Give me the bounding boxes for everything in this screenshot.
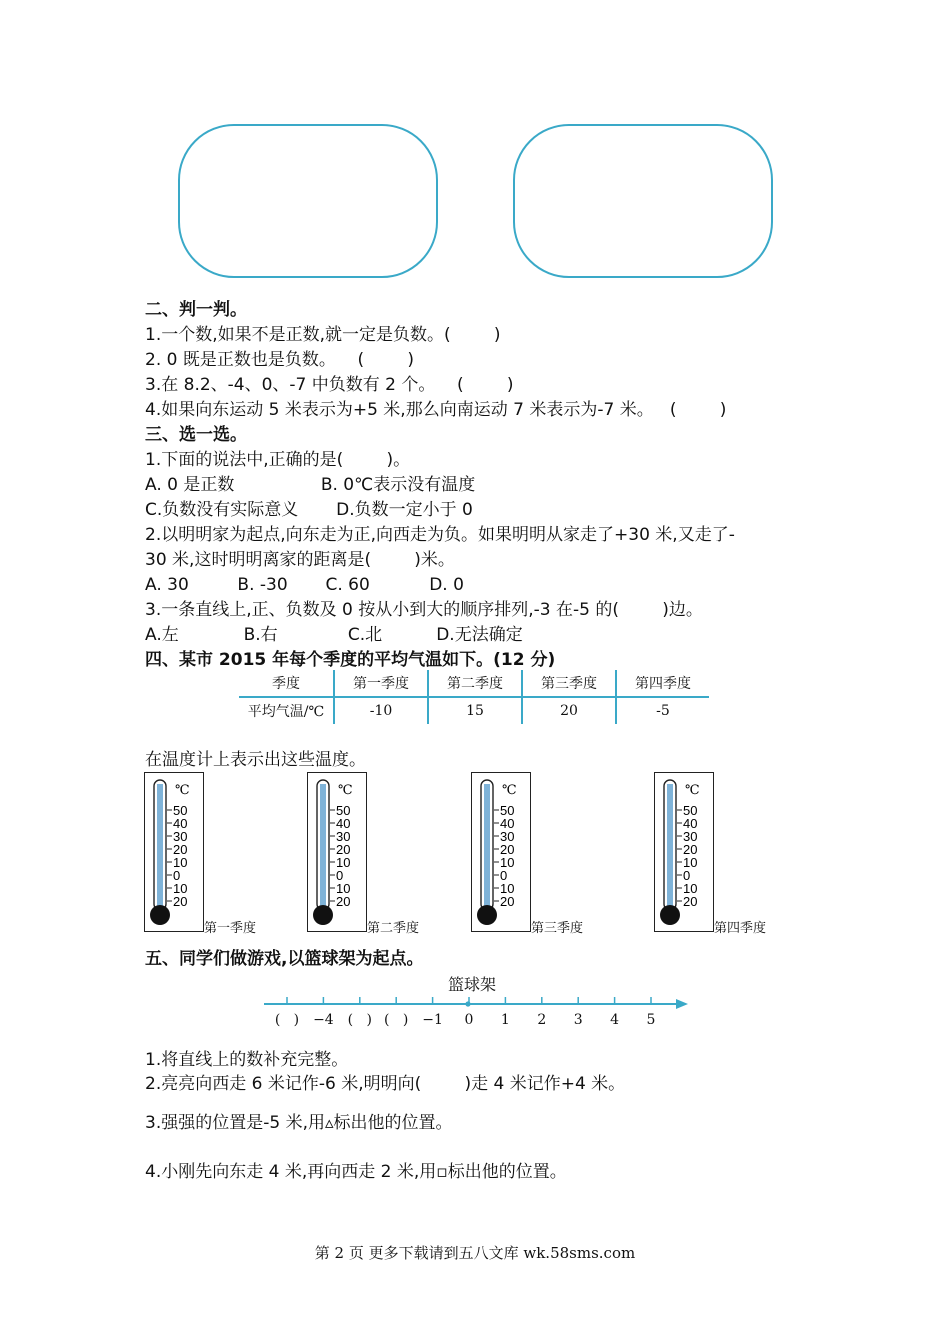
scale-label: 30 [336,829,351,844]
scale-label: 0 [336,868,344,883]
thermometer-unit: ℃ [502,783,517,798]
scale-label: 10 [683,881,698,896]
thermometer-unit: ℃ [338,783,353,798]
thermometer-liquid [157,784,163,910]
scale-label: 40 [683,816,698,831]
thermometer-instruction: 在温度计上表示出这些温度。 [145,750,366,770]
number-line-label: 0 [464,1012,474,1028]
judge-item-1: 1.一个数,如果不是正数,就一定是负数。( ) [145,325,501,345]
number-line-label: 4 [610,1012,620,1028]
table-row [239,697,709,724]
scale-label: 0 [500,868,508,883]
section5-title: 五、同学们做游戏,以篮球架为起点。 [145,949,424,969]
section3-title: 三、选一选。 [145,425,247,445]
table-cell: 第二季度 [428,670,522,697]
scale-label: 10 [336,855,351,870]
thermometer-liquid [484,784,490,910]
scale-label: 10 [173,855,188,870]
choice-line-4: 2.以明明家为起点,向东走为正,向西走为负。如果明明从家走了+30 米,又走了- [145,525,735,545]
scale-label: 20 [500,894,515,909]
scale-label: 20 [683,842,698,857]
origin-label: 篮球架 [448,975,497,994]
origin-dot [465,1001,470,1006]
section2-title: 二、判一判。 [145,300,247,320]
game-question-1: 1.将直线上的数补充完整。 [145,1050,349,1070]
scale-label: 20 [683,894,698,909]
table-cell: 第一季度 [334,670,428,697]
game-question-2: 2.亮亮向西走 6 米记作-6 米,明明向( )走 4 米记作+4 米。 [145,1074,626,1094]
scale-label: 40 [500,816,515,831]
number-line-label: 2 [537,1012,547,1028]
scale-label: 10 [500,855,515,870]
game-question-4: 4.小刚先向东走 4 米,再向西走 2 米,用▫标出他的位置。 [145,1162,567,1182]
thermometer-caption: 第一季度 [204,921,257,936]
table-cell: -10 [334,697,428,724]
number-line-label: ( ) [274,1012,300,1028]
thermometer-bulb [477,905,497,925]
scale-label: 30 [173,829,188,844]
number-line-label: 3 [573,1012,583,1028]
scale-label: 40 [173,816,188,831]
scale-label: 20 [336,894,351,909]
thermometer-graphic [655,773,713,931]
choice-line-7: 3.一条直线上,正、负数及 0 按从小到大的顺序排列,-3 在-5 的( )边。 [145,600,703,620]
scale-label: 0 [683,868,691,883]
thermometer-bulb [150,905,170,925]
thermometer-1 [144,772,204,932]
thermometer-liquid [667,784,673,910]
scale-label: 20 [173,894,188,909]
scale-label: 50 [683,803,698,818]
scale-label: 30 [683,829,698,844]
page-footer: 第 2 页 更多下载请到五八文库 wk.58sms.com [314,1244,636,1262]
choice-line-2: A. 0 是正数 B. 0℃表示没有温度 [145,475,476,495]
thermometer-graphic [472,773,530,931]
number-line-labels [260,1012,690,1034]
scale-label: 20 [173,842,188,857]
game-question-3: 3.强强的位置是-5 米,用▵标出他的位置。 [145,1113,453,1133]
scale-label: 50 [500,803,515,818]
number-line-label: 5 [646,1012,656,1028]
judge-item-3: 3.在 8.2、-4、0、-7 中负数有 2 个。 ( ) [145,375,514,395]
scale-label: 20 [500,842,515,857]
choice-line-1: 1.下面的说法中,正确的是( )。 [145,450,411,470]
table-cell: 20 [522,697,616,724]
scale-label: 10 [173,881,188,896]
number-line-label: ( ) [384,1012,409,1028]
scale-label: 10 [683,855,698,870]
table-cell: 第四季度 [616,670,709,697]
thermometer-caption: 第二季度 [367,921,420,936]
choice-line-6: A. 30 B. -30 C. 60 D. 0 [145,575,464,595]
thermometer-3 [471,772,531,932]
scale-label: 10 [500,881,515,896]
judge-item-4: 4.如果向东运动 5 米表示为+5 米,那么向南运动 7 米表示为-7 米。 ( ) [145,400,727,420]
number-line-label: ( ) [347,1012,372,1028]
table-cell: 季度 [239,670,334,697]
number-line-label: −4 [313,1012,334,1028]
arrow-right-icon [676,999,688,1009]
number-line-label: 1 [500,1012,510,1028]
thermometer-2 [307,772,367,932]
thermometer-caption: 第四季度 [714,921,767,936]
thermometer-unit: ℃ [175,783,190,798]
temperature-table [239,670,709,724]
scale-label: 10 [336,881,351,896]
thermometer-4 [654,772,714,932]
answer-oval-right [513,124,773,278]
scale-label: 40 [336,816,351,831]
scale-label: 50 [336,803,351,818]
thermometer-bulb [660,905,680,925]
scale-label: 20 [336,842,351,857]
thermometer-liquid [320,784,326,910]
scale-label: 50 [173,803,188,818]
choice-line-5: 30 米,这时明明离家的距离是( )米。 [145,550,455,570]
scale-label: 30 [500,829,515,844]
number-line-label: −1 [422,1012,443,1028]
answer-oval-left [178,124,438,278]
thermometer-caption: 第三季度 [531,921,584,936]
thermometer-unit: ℃ [685,783,700,798]
table-row [239,670,709,697]
table-cell: 15 [428,697,522,724]
table-cell: 第三季度 [522,670,616,697]
choice-line-3: C.负数没有实际意义 D.负数一定小于 0 [145,500,473,520]
thermometer-graphic [145,773,203,931]
thermometer-bulb [313,905,333,925]
scale-label: 0 [173,868,181,883]
section4-title: 四、某市 2015 年每个季度的平均气温如下。(12 分) [145,650,556,670]
thermometer-graphic [308,773,366,931]
table-cell: 平均气温/℃ [247,704,325,720]
table-cell: -5 [616,697,709,724]
judge-item-2: 2. 0 既是正数也是负数。 ( ) [145,350,414,370]
choice-line-8: A.左 B.右 C.北 D.无法确定 [145,625,523,645]
